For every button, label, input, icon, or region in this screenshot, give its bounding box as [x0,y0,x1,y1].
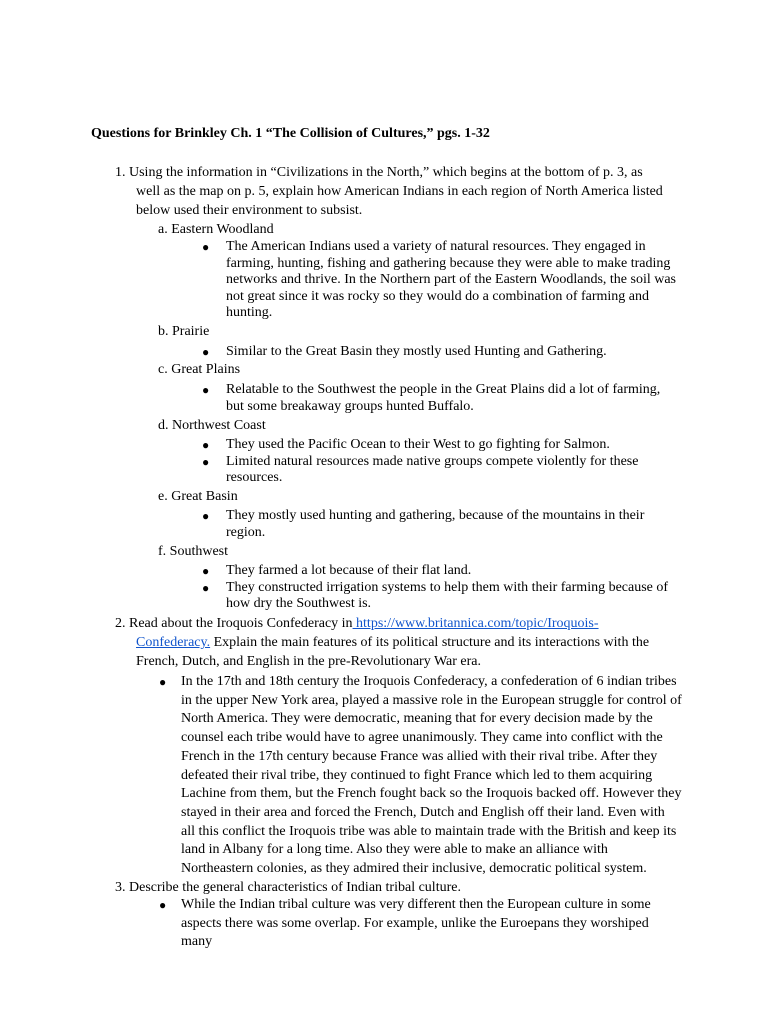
region-bullets-great-basin [200,508,680,541]
question-3 [115,878,670,897]
question-3-number: 3. [115,880,126,895]
bullet-text: In the 17th and 18th century the Iroquois Confederacy, a confederation of 6 indian tribes in the upper New York area, played a massive role in the European struggle for control of North America. They were democratic, meaning that for every decision made by the counsel each tribe would have to agree unanimously. They came into conflict with the French in the 17th century because France was allied with their rival tribe. After they defeated their rival tribe, they continued to fight France which led to them acquiring Lachine from them, but the French fought back so the Iroquois backed off. However they stayed in their area and forced the French, Dutch and English off their land. Even with all this conflict the Iroquois tribe was able to maintain trade with the British and keep its land in Albany for a long time. Also they were able to make an alliance with Northeastern colonies, as they admired their inclusive, democratic political system. [181,674,682,877]
list-item [200,382,680,415]
bullet-icon: ● [202,564,210,578]
bullet-icon: ● [202,580,210,595]
list-item [200,580,680,613]
bullet-text: The American Indians used a variety of natural resources. They engaged in farming, hunting, fishing and gathering because they were able to make trading networks and thrive. In the Northern part of the Eastern Woodlands, the soil was not great since it was rocky so they would do a combination of farming and hunting. [226,239,677,320]
region-label-eastern-woodland: a. Eastern Woodland [158,222,274,237]
question-1-prompt: Using the information in “Civilizations in the North,” which begins at the bottom of p. 3, as well as the map on p. 5, explain how American Indians in each region of North America listed below used their environment to subsist. [129,165,663,218]
question-3-text [115,878,670,897]
list-item [200,437,680,454]
question-2-number: 2. [115,616,126,631]
region-label-southwest: f. Southwest [158,544,228,559]
region-label-great-plains: c. Great Plains [158,362,241,377]
question-1-number: 1. [115,165,126,180]
question-2-bullets [157,673,682,879]
region-label-great-basin: e. Great Basin [158,489,238,504]
question-3-prompt: Describe the general characteristics of Indian tribal culture. [129,880,461,895]
bullet-icon: ● [202,509,210,523]
question-2-prompt-start: Read about the Iroquois Confederacy in [129,616,353,631]
bullet-text: They constructed irrigation systems to help them with their farming because of how dry the Southwest is. [226,579,669,611]
list-item [200,508,680,541]
question-2-prompt-end: Explain the main features of its political structure and its interactions with the French, Dutch, and English in the pre-Revolutionary War era. [136,635,650,669]
bullet-text: While the Indian tribal culture was very different then the European culture in some aspects there was some overlap. For example, unlike the Euroepans they worshiped many [181,897,651,950]
list-item [157,896,682,952]
region-label-prairie: b. Prairie [158,324,210,339]
region-bullets-northwest-coast [200,437,680,487]
bullet-text: They used the Pacific Ocean to their West to go fighting for Salmon. [226,437,610,452]
list-item [200,344,680,361]
bullet-text: They mostly used hunting and gathering, because of the mountains in their region. [226,508,645,540]
bullet-text: Relatable to the Southwest the people in the Great Plains did a lot of farming, but some breakaway groups hunted Buffalo. [226,382,661,414]
list-item [200,563,680,580]
bullet-text: Similar to the Great Basin they mostly used Hunting and Gathering. [226,344,607,359]
list-item [200,454,680,487]
question-2 [115,614,670,671]
bullet-text: Limited natural resources made native groups compete violently for these resources. [226,453,639,485]
question-1-text [115,163,670,220]
question-3-bullets [157,896,682,952]
page-title: Questions for Brinkley Ch. 1 “The Collision of Cultures,” pgs. 1-32 [91,126,490,141]
region-bullets-prairie [200,344,680,361]
list-item [157,673,682,879]
question-2-text [115,614,670,671]
britannica-link[interactable]: https://www.britannica.com/topic/Iroquois-Confederacy. [136,616,599,650]
bullet-icon: ● [202,383,210,397]
region-bullets-southwest [200,563,680,613]
region-bullets-great-plains [200,382,680,415]
bullet-icon: ● [202,345,210,359]
bullet-icon: ● [202,454,210,469]
bullet-icon: ● [159,898,167,912]
region-bullets-eastern-woodland [200,239,680,322]
region-label-northwest-coast: d. Northwest Coast [158,418,266,433]
question-1 [115,163,670,220]
bullet-icon: ● [202,240,210,254]
bullet-icon: ● [202,438,210,452]
bullet-text: They farmed a lot because of their flat land. [226,563,472,578]
list-item [200,239,680,322]
bullet-icon: ● [159,675,167,689]
